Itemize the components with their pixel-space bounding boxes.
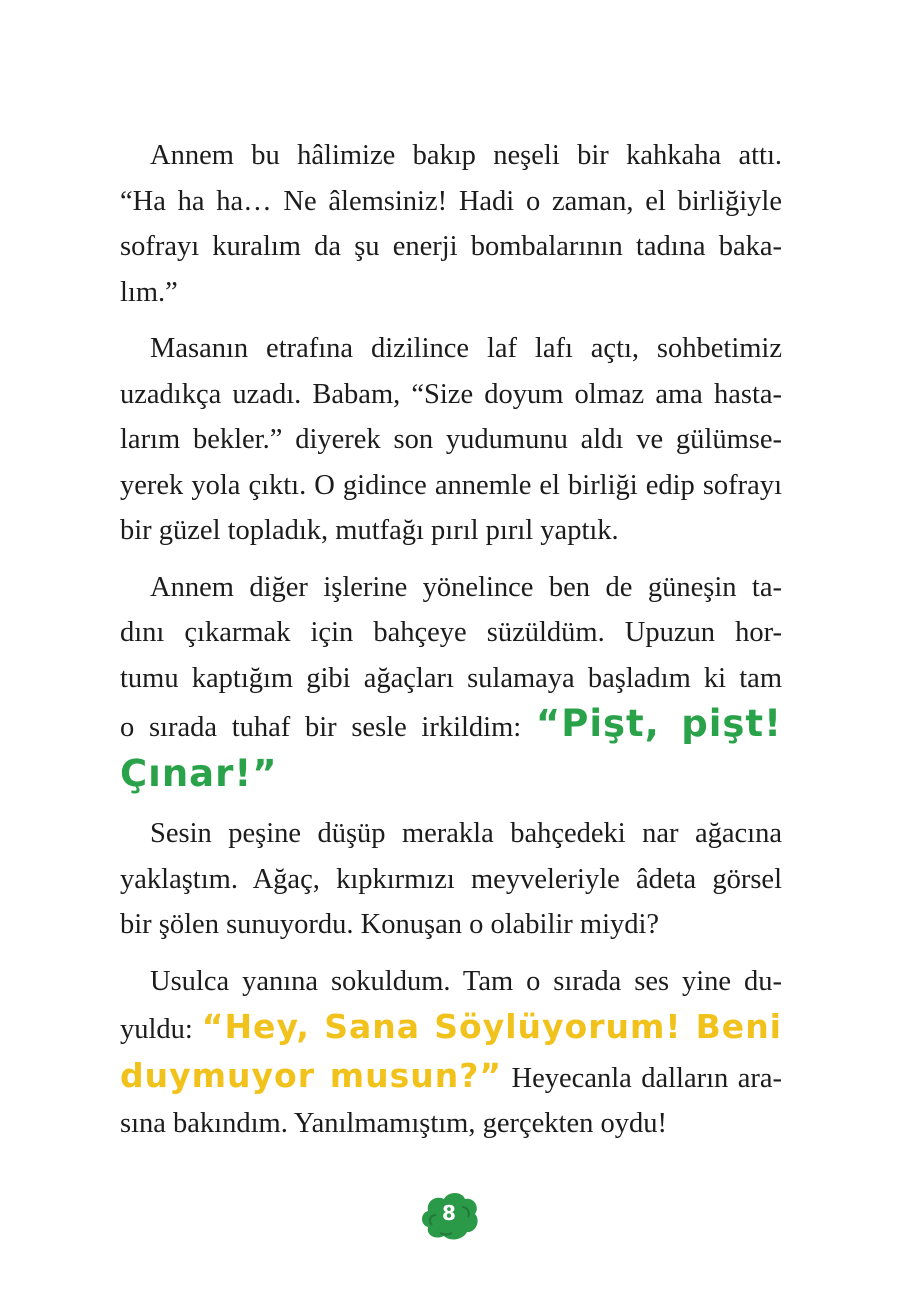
text-line: uzadıkça uzadı. Babam, “Size doyum olmaz ama hasta- <box>120 378 782 410</box>
text-line: bir güzel topladık, mutfağı pırıl pırıl yaptık. <box>120 515 619 546</box>
text-line: Masanın etrafına dizilince laf lafı açtı, sohbetimiz <box>150 333 782 364</box>
paragraph-4 <box>120 811 782 948</box>
paragraph-1 <box>120 133 782 315</box>
text-line: lım.” <box>120 276 178 308</box>
shout-pist: “Pişt, pişt! <box>535 702 782 745</box>
text-line: yerek yola çıktı. O gidince annemle el birliği edip sofrayı <box>120 469 782 501</box>
text-line: sofrayı kuralım da şu enerji bombalarının tadına baka- <box>120 231 782 262</box>
text-line: “Ha ha ha… Ne âlemsiniz! Hadi o zaman, el birliğiyle <box>120 185 782 217</box>
text-line: larım bekler.” diyerek son yudumunu aldı ve gülümse- <box>120 424 782 455</box>
text-segment: o sırada tuhaf bir sesle irkildim: <box>120 712 536 743</box>
text-line: Annem bu hâlimize bakıp neşeli bir kahkaha attı. <box>150 140 782 171</box>
text-line: Usulca yanına sokuldum. Tam o sırada ses yine du- <box>150 965 782 997</box>
paragraph-5 <box>120 959 782 1147</box>
text-line-with-shout <box>120 1053 782 1102</box>
text-line-shout <box>120 751 782 801</box>
text-segment: yuldu: <box>120 1014 202 1045</box>
text-line: bir şölen sunuyordu. Konuşan o olabilir miydi? <box>120 909 660 940</box>
text-segment: Heyecanla dalların ara- <box>502 1062 782 1094</box>
page-number: 8 <box>442 1201 456 1225</box>
text-line: Annem diğer işlerine yönelince ben de güneşin ta- <box>150 571 782 603</box>
text-line-with-shout <box>120 701 782 751</box>
text-line: sına bakındım. Yanılmamıştım, gerçekten oydu! <box>120 1108 667 1139</box>
shout-duymuyor: duymuyor musun?” <box>120 1055 503 1095</box>
page-text <box>120 133 782 1158</box>
page-number-badge <box>418 1187 480 1243</box>
paragraph-3 <box>120 565 782 801</box>
text-line: dını çıkarmak için bahçeye süzüldüm. Upuzun hor- <box>120 617 782 648</box>
text-line-with-shout <box>120 1004 782 1053</box>
text-line: tumu kaptığım gibi ağaçları sulamaya başladım ki tam <box>120 662 782 694</box>
text-line: yaklaştım. Ağaç, kıpkırmızı meyveleriyle âdeta görsel <box>120 863 782 895</box>
shout-cinar: Çınar!” <box>120 751 278 795</box>
shout-hey: “Hey, Sana Söylüyorum! Beni <box>201 1007 782 1046</box>
text-line: Sesin peşine düşüp merakla bahçedeki nar ağacına <box>150 818 782 849</box>
paragraph-2 <box>120 326 782 554</box>
